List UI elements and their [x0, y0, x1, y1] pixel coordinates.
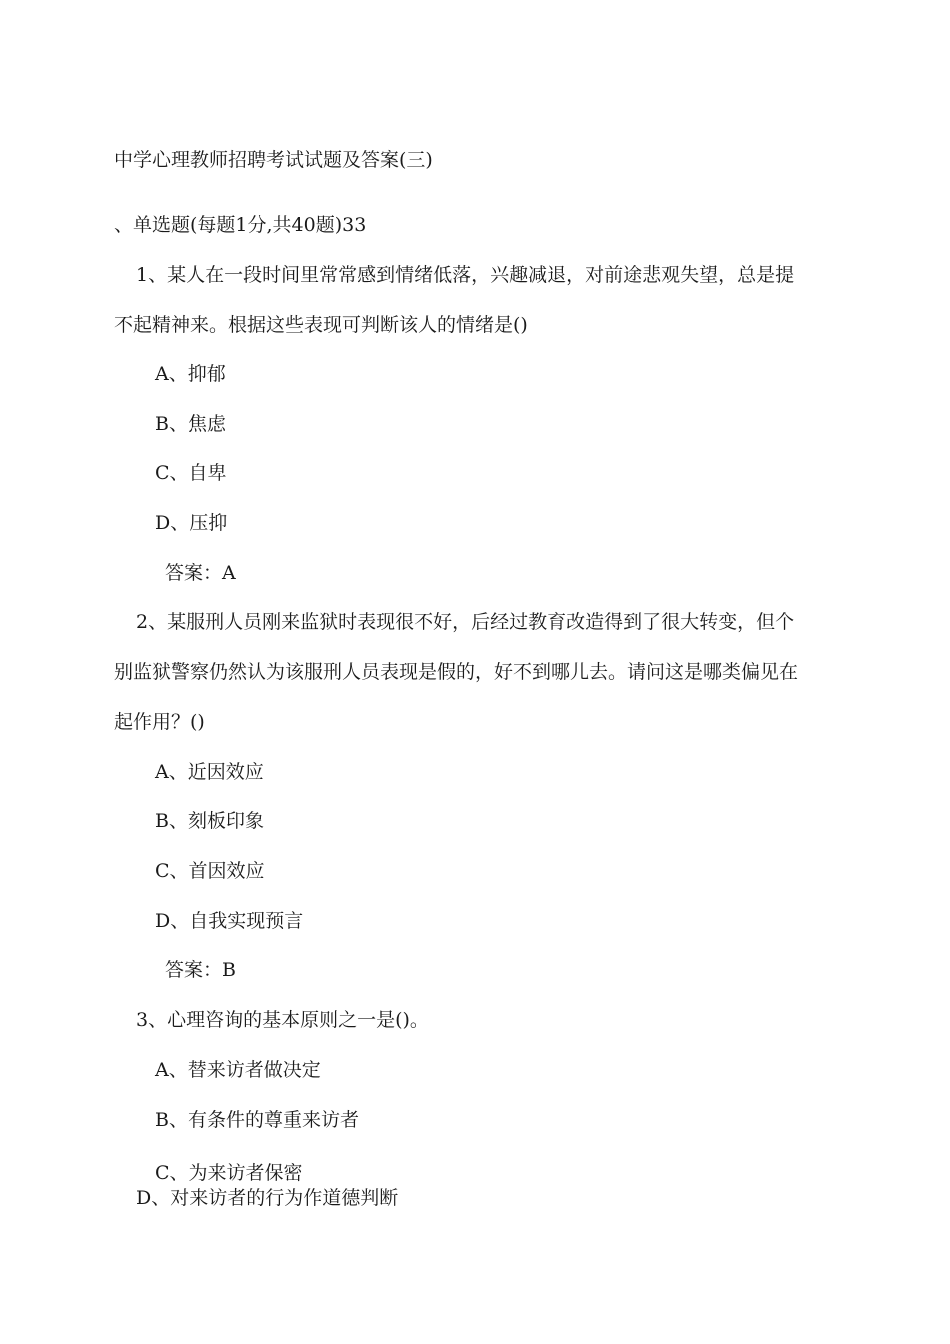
question-text-line: 2、某服刑人员刚来监狱时表现很不好，后经过教育改造得到了很大转变，但个 [136, 611, 795, 633]
answer: 答案：A [165, 562, 236, 584]
option-d: D、压抑 [155, 512, 228, 534]
question-text-line: 3、心理咨询的基本原则之一是()。 [136, 1009, 429, 1031]
option-c: C、自卑 [155, 462, 227, 484]
option-d: D、自我实现预言 [155, 910, 304, 932]
answer: 答案：B [165, 959, 236, 981]
option-a: A、抑郁 [155, 363, 226, 385]
question-text-line: 起作用？() [114, 711, 205, 733]
option-b: B、焦虑 [155, 413, 226, 435]
option-a: A、替来访者做决定 [155, 1059, 321, 1081]
option-d: D、对来访者的行为作道德判断 [136, 1187, 399, 1209]
option-a: A、近因效应 [155, 761, 264, 783]
section-heading: 、单选题(每题1分,共40题)33 [114, 214, 367, 236]
option-c: C、首因效应 [155, 860, 265, 882]
question-text-line: 1、某人在一段时间里常常感到情绪低落，兴趣减退，对前途悲观失望，总是提 [136, 264, 795, 286]
document-title: 中学心理教师招聘考试试题及答案(三) [114, 149, 433, 171]
question-text-line: 不起精神来。根据这些表现可判断该人的情绪是() [114, 314, 528, 336]
option-b: B、刻板印象 [155, 810, 264, 832]
option-c: C、为来访者保密 [155, 1162, 303, 1184]
option-b: B、有条件的尊重来访者 [155, 1109, 359, 1131]
question-text-line: 别监狱警察仍然认为该服刑人员表现是假的，好不到哪儿去。请问这是哪类偏见在 [114, 661, 799, 683]
